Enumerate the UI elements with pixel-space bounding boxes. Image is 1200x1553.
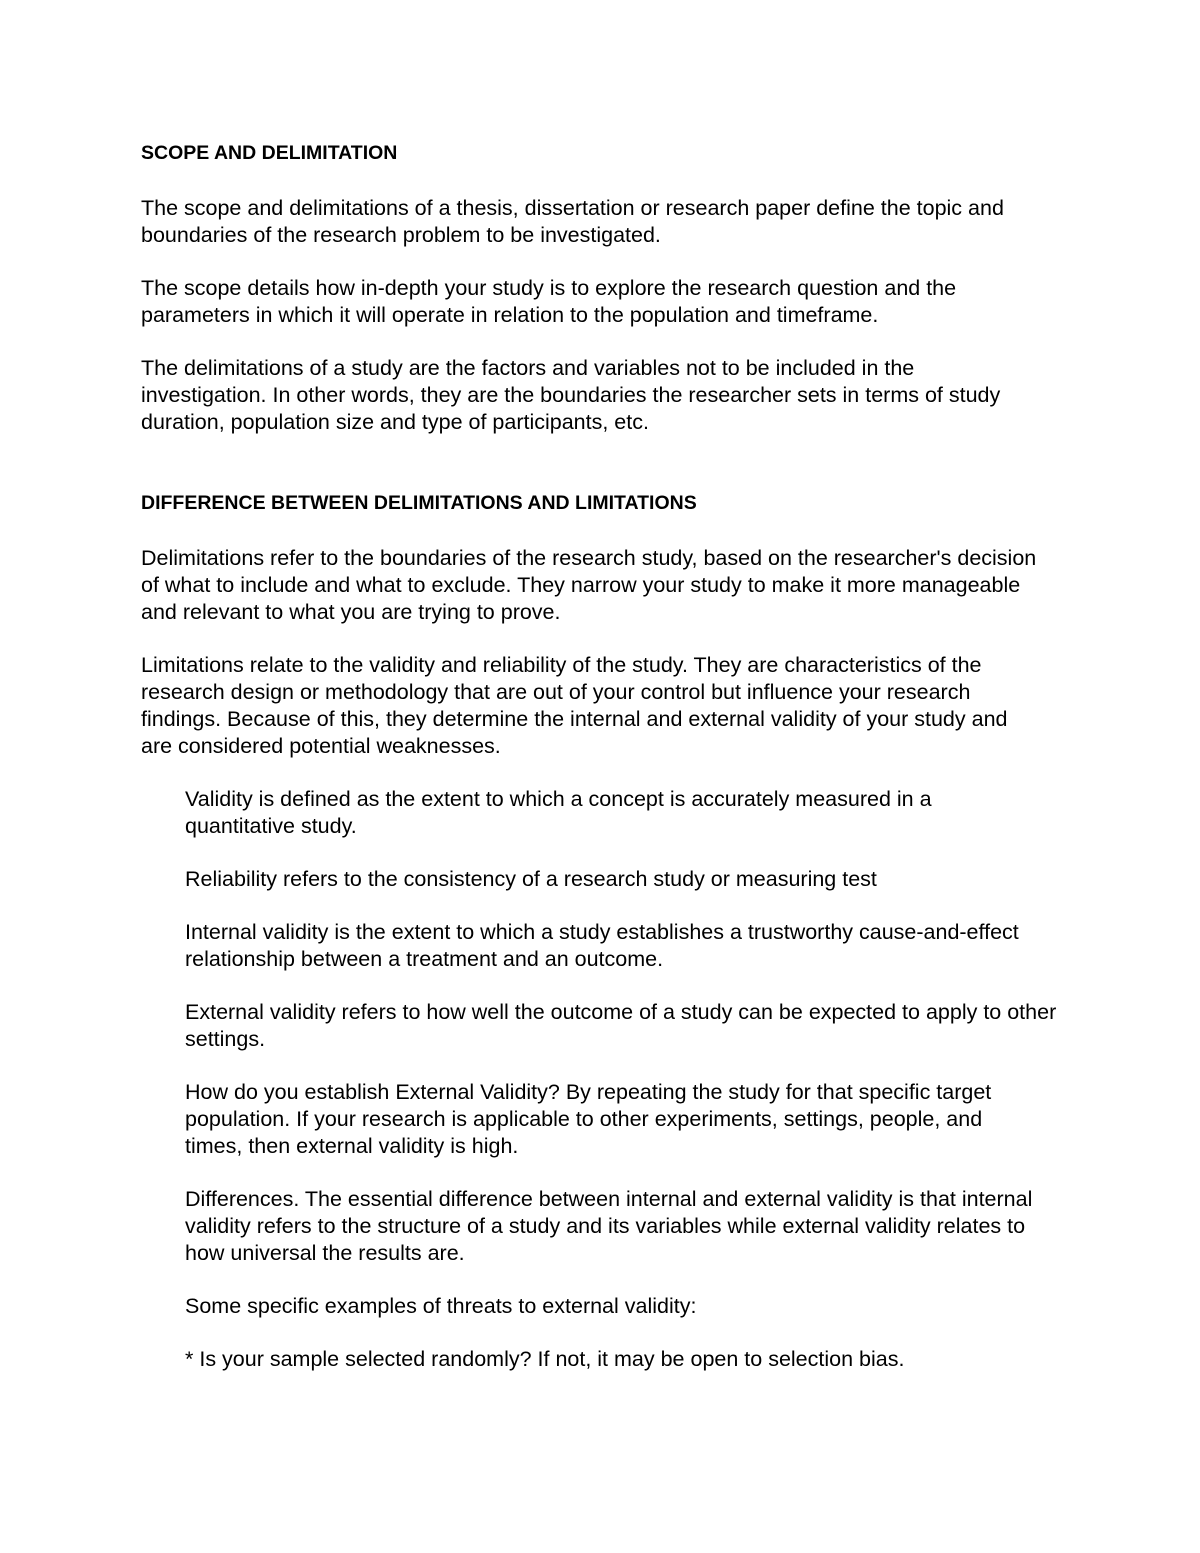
indented-threats-intro: Some specific examples of threats to external validity: (185, 1294, 697, 1318)
indented-internal-validity: Internal validity is the extent to which a study establishes a trustworthy cause-and-effect relationship between a treatment and an outcome. (185, 920, 1019, 971)
paragraph-scope-definition: The scope and delimitations of a thesis, dissertation or research paper define the topic and boundaries of the research problem to be investigated. (141, 196, 1004, 247)
document-body (141, 140, 1071, 1373)
indented-reliability: Reliability refers to the consistency of a research study or measuring test (185, 867, 877, 891)
section-heading-scope: SCOPE AND DELIMITATION (141, 142, 398, 164)
paragraph-delimitations: The delimitations of a study are the factors and variables not to be included in the investigation. In other words, they are the boundaries the researcher sets in terms of study duration, population size and type of participants, etc. (141, 356, 1001, 434)
indented-establish-external-validity: How do you establish External Validity? By repeating the study for that specific target population. If your research is applicable to other experiments, settings, people, and times, then external validity is high. (185, 1080, 992, 1158)
paragraph-limitations: Limitations relate to the validity and reliability of the study. They are characteristics of the research design or methodology that are out of your control but influence your research findings. Because of this, they determine the internal and external validity of your study and are considered potential weaknesses. (141, 653, 1008, 758)
indented-external-validity: External validity refers to how well the outcome of a study can be expected to apply to other settings. (185, 1000, 1057, 1051)
paragraph-delimitations-refer: Delimitations refer to the boundaries of the research study, based on the researcher's decision of what to include and what to exclude. They narrow your study to make it more manageable and relevant to what you are trying to prove. (141, 546, 1037, 624)
section-heading-difference: DIFFERENCE BETWEEN DELIMITATIONS AND LIMITATIONS (141, 492, 697, 514)
indented-differences: Differences. The essential difference between internal and external validity is that internal validity refers to the structure of a study and its variables while external validity relates to how universal the results are. (185, 1187, 1033, 1265)
indented-threat-random-sample: * Is your sample selected randomly? If not, it may be open to selection bias. (185, 1347, 905, 1371)
indented-validity: Validity is defined as the extent to which a concept is accurately measured in a quantitative study. (185, 787, 932, 838)
paragraph-scope-details: The scope details how in-depth your study is to explore the research question and the parameters in which it will operate in relation to the population and timeframe. (141, 276, 957, 327)
